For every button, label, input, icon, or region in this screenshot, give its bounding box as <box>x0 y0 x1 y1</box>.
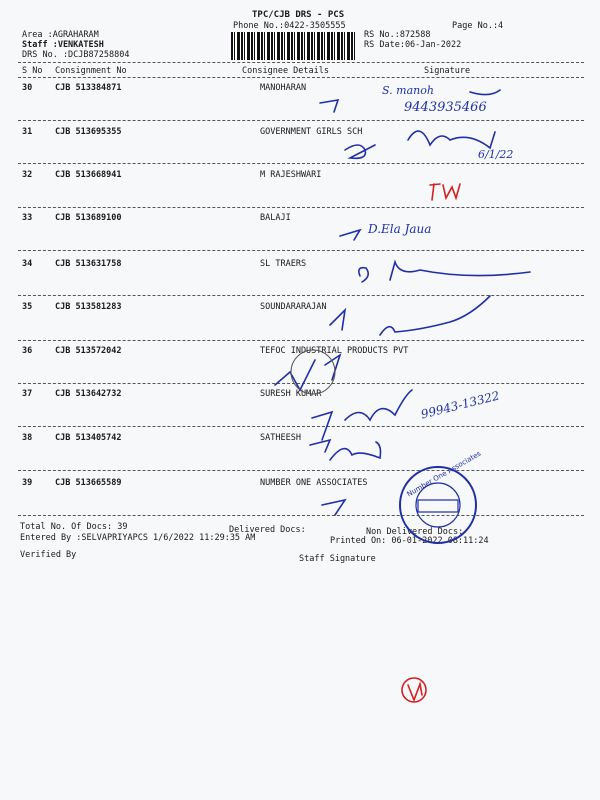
delivered-docs: Delivered Docs: <box>229 525 306 535</box>
row-consignee: SATHEESH <box>260 433 301 443</box>
row-consignment: CJB 513384871 <box>55 83 122 93</box>
page-number: Page No.:4 <box>452 21 504 31</box>
entered-by: Entered By :SELVAPRIYAPCS 1/6/2022 11:29:35 AM <box>20 533 256 543</box>
handwritten-phone: 99943-13322 <box>419 388 501 422</box>
table-row <box>0 433 600 447</box>
row-sno: 39 <box>22 478 33 488</box>
row-consignee: SURESH KUMAR <box>260 389 322 399</box>
row-consignee: BALAJI <box>260 213 291 223</box>
divider <box>18 383 584 384</box>
divider <box>18 340 584 341</box>
table-row <box>0 259 600 273</box>
table-row <box>0 213 600 227</box>
row-consignee: GOVERNMENT GIRLS SCH <box>260 127 363 137</box>
column-header-consignment: Consignment No <box>55 66 127 76</box>
row-consignment: CJB 513695355 <box>55 127 122 137</box>
table-row <box>0 302 600 316</box>
row-sno: 35 <box>22 302 33 312</box>
divider <box>18 77 584 78</box>
row-consignment: CJB 513665589 <box>55 478 122 488</box>
row-sno: 32 <box>22 170 33 180</box>
row-sno: 31 <box>22 127 33 137</box>
divider <box>18 62 584 63</box>
handwritten-signature: D.Ela Jaua <box>368 222 432 236</box>
row-sno: 36 <box>22 346 33 356</box>
row-consignee: TEFOC INDUSTRIAL PRODUCTS PVT <box>260 346 409 356</box>
tick-mark <box>320 100 338 112</box>
row-consignee: SL TRAERS <box>260 259 307 269</box>
row-sno: 33 <box>22 213 33 223</box>
table-row <box>0 127 600 141</box>
tick-mark <box>340 230 360 240</box>
handwritten-date: 6/1/22 <box>478 148 514 161</box>
row-sno: 34 <box>22 259 33 269</box>
table-row <box>0 170 600 184</box>
staff-signature-label: Staff Signature <box>299 554 376 564</box>
drs-number: DRS No. :DCJB87258804 <box>22 50 130 60</box>
tick-mark <box>345 145 375 158</box>
document-title: TPC/CJB DRS - PCS <box>252 10 345 20</box>
row-consignment: CJB 513405742 <box>55 433 122 443</box>
divider <box>18 163 584 164</box>
area-label: Area :AGRAHARAM <box>22 30 99 40</box>
table-row <box>0 346 600 360</box>
divider <box>18 295 584 296</box>
tick-mark <box>408 684 422 700</box>
row-consignee: SOUNDARARAJAN <box>260 302 327 312</box>
phone-number: Phone No.:0422-3505555 <box>233 21 346 31</box>
table-row <box>0 478 600 492</box>
column-header-consignee: Consignee Details <box>242 66 329 76</box>
tick-mark <box>430 184 460 200</box>
non-delivered-docs: Non Delivered Docs: <box>366 527 464 537</box>
rs-date: RS Date:06-Jan-2022 <box>364 40 462 50</box>
tick-mark <box>322 500 345 515</box>
divider <box>18 120 584 121</box>
tick-mark <box>402 678 426 702</box>
row-sno: 30 <box>22 83 33 93</box>
divider <box>18 426 584 427</box>
printed-on: Printed On: 06-01-2022 08:11:24 <box>330 536 489 546</box>
barcode <box>231 32 355 60</box>
divider <box>18 250 584 251</box>
row-consignment: CJB 513689100 <box>55 213 122 223</box>
rs-number: RS No.:872588 <box>364 30 431 40</box>
verified-by: Verified By <box>20 550 77 560</box>
row-consignment: CJB 513642732 <box>55 389 122 399</box>
row-consignment: CJB 513631758 <box>55 259 122 269</box>
handwritten-signature: S. manoh <box>382 84 434 97</box>
divider <box>18 515 584 516</box>
row-consignment: CJB 513668941 <box>55 170 122 180</box>
row-consignee: MANOHARAN <box>260 83 307 93</box>
staff-label: Staff :VENKATESH <box>22 40 104 50</box>
total-docs: Total No. Of Docs: 39 <box>20 522 128 532</box>
divider <box>18 470 584 471</box>
row-consignment: CJB 513572042 <box>55 346 122 356</box>
handwritten-phone: 9443935466 <box>404 100 487 115</box>
row-sno: 37 <box>22 389 33 399</box>
row-consignment: CJB 513581283 <box>55 302 122 312</box>
row-consignee: NUMBER ONE ASSOCIATES <box>260 478 368 488</box>
stamp-text: Number One Associates <box>405 449 483 499</box>
tick-mark <box>275 360 315 390</box>
table-row <box>0 83 600 97</box>
divider <box>18 207 584 208</box>
row-sno: 38 <box>22 433 33 443</box>
row-consignee: M RAJESHWARI <box>260 170 322 180</box>
column-header-sno: S No <box>22 66 43 76</box>
column-header-signature: Signature <box>424 66 471 76</box>
table-row <box>0 389 600 403</box>
